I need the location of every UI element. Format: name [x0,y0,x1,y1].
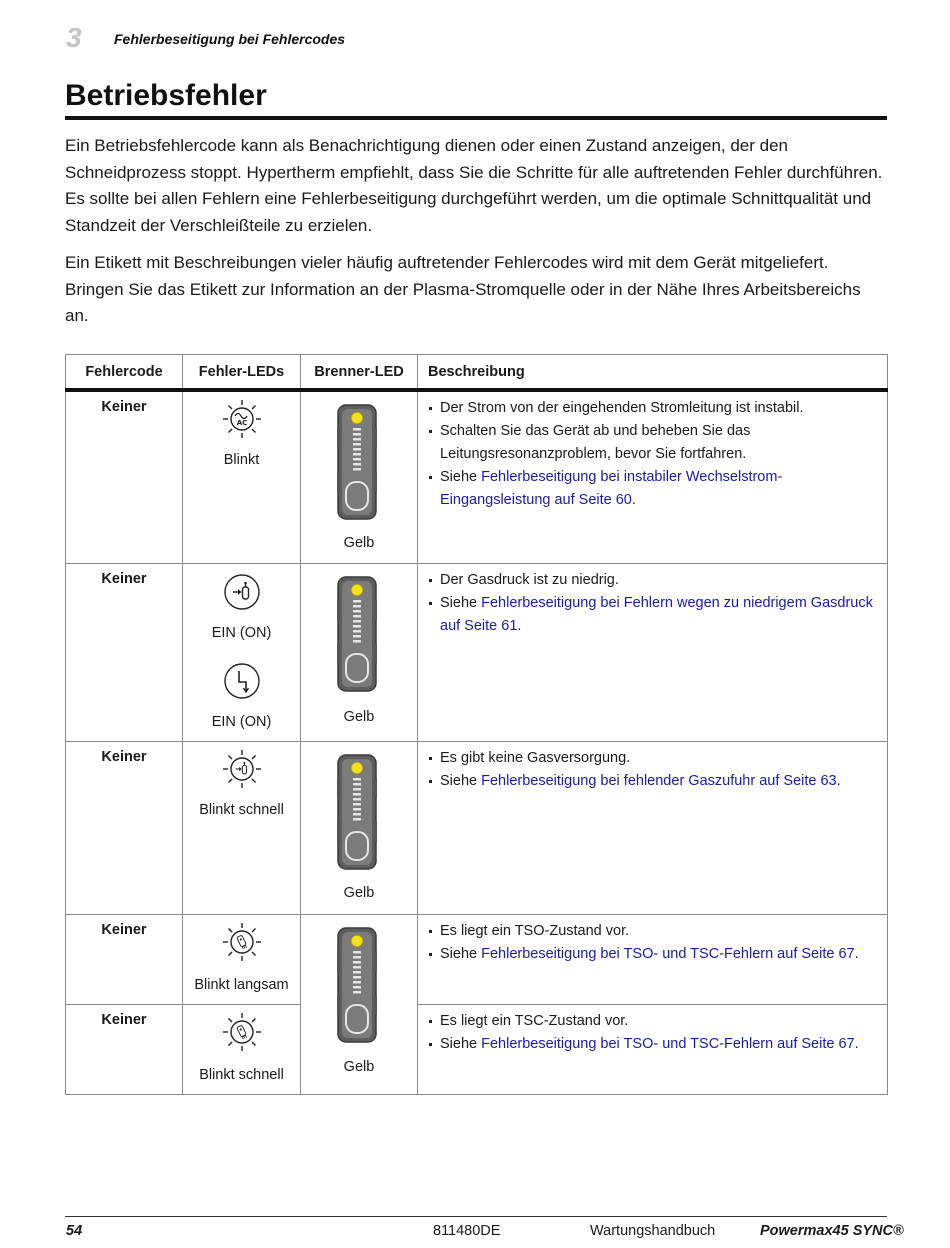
torch-led-cell [301,563,418,741]
description-bullet: Schalten Sie das Gerät ab und beheben Sie das Leitungsresonanzproblem, bevor Sie fortfahren. [428,420,877,466]
column-header-fault-leds: Fehler-LEDs [183,355,301,391]
fault-led-cell [183,390,301,563]
fault-led-cell [183,741,301,914]
torch-led-cell [301,390,418,563]
cross-reference-link[interactable]: Fehlerbeseitigung bei TSO- und TSC-Fehlern auf Seite 67 [481,1035,855,1052]
led-state-label: Blinkt schnell [199,1066,284,1083]
table-row [66,1004,888,1094]
table-row [66,914,888,1004]
cross-reference-link[interactable]: Fehlerbeseitigung bei Fehlern wegen zu niedrigem Gasdruck auf Seite 61 [440,594,873,634]
torch-led-icon [337,576,377,692]
description-bullet: Siehe Fehlerbeseitigung bei fehlender Gaszufuhr auf Seite 63. [428,770,877,793]
led-state-label: EIN (ON) [211,624,272,641]
description-bullet: Siehe Fehlerbeseitigung bei TSO- und TSC-Fehlern auf Seite 67. [428,943,877,966]
torch-led-color-label: Gelb [343,884,375,901]
footer-rule [65,1216,887,1217]
description-cell [418,563,888,741]
fault-led-cell [183,1004,301,1094]
title-rule [65,116,887,120]
torch-led-icon [337,927,377,1043]
torch-led-icon [337,754,377,870]
column-header-torch-led: Brenner-LED [301,355,418,391]
fault-led-cell [183,914,301,1004]
chapter-number: 3 [66,22,82,53]
gas-pressure-led-icon [222,572,262,612]
led-state-label: Blinkt [223,452,260,468]
error-code-cell: Keiner [66,741,183,914]
description-bullet: Der Strom von der eingehenden Stromleitung ist instabil. [428,397,877,420]
led-state-label: Blinkt schnell [199,801,284,818]
description-bullet: Siehe Fehlerbeseitigung bei instabiler Wechselstrom-Eingangsleistung auf Seite 60. [428,466,877,512]
description-cell [418,1004,888,1094]
fault-led-icon [222,661,262,701]
cross-reference-link[interactable]: Fehlerbeseitigung bei fehlender Gaszufuhr auf Seite 63 [481,772,837,789]
footer-page-number: 54 [66,1223,83,1239]
running-header [66,22,896,54]
error-code-cell: Keiner [66,390,183,563]
error-code-cell: Keiner [66,1004,183,1094]
description-cell [418,741,888,914]
column-header-error-code: Fehlercode [66,355,183,391]
torch-cap-led-icon [222,922,262,962]
gas-pressure-led-icon [222,749,262,789]
chapter-title: Fehlerbeseitigung bei Fehlercodes [114,31,346,47]
footer-manual-name: Wartungshandbuch [590,1223,716,1239]
description-bullet: Siehe Fehlerbeseitigung bei Fehlern wegen zu niedrigem Gasdruck auf Seite 61. [428,592,877,638]
led-state-label: EIN (ON) [211,713,272,730]
led-state-label: Blinkt langsam [194,976,289,993]
error-code-table [65,354,888,1095]
description-bullet: Es gibt keine Gasversorgung. [428,747,877,770]
torch-led-color-label: Gelb [343,535,375,551]
fault-led-cell [183,563,301,741]
error-code-cell: Keiner [66,914,183,1004]
torch-led-cell [301,741,418,914]
table-row [66,390,888,563]
intro-paragraph: Ein Betriebsfehlercode kann als Benachrichtigung dienen oder einen Zustand anzeigen, der den Schneidprozess stoppt. Hypertherm empfiehlt, dass Sie die Schritte für alle auftretenden Fehler durchführen. Es sollte bei allen Fehlern eine Fehlerbeseitigung durchgeführt werden, um die optimale Schnittqualität und Standzeit der Verschleißteile zu erzielen. [65,136,883,235]
torch-led-color-label: Gelb [343,708,375,725]
description-bullet: Der Gasdruck ist zu niedrig. [428,569,877,592]
svg-text:AC: AC [236,419,247,427]
footer-product-name: Powermax45 SYNC® [760,1223,904,1239]
label-paragraph: Ein Etikett mit Beschreibungen vieler häufig auftretender Fehlercodes wird mit dem Gerät mitgeliefert. Bringen Sie das Etikett zur Information an der Plasma-Stromquelle oder in der Nähe Ihres Arbeitsbereichs an. [65,253,861,325]
description-bullet: Es liegt ein TSO-Zustand vor. [428,920,877,943]
description-cell [418,390,888,563]
description-bullet: Siehe Fehlerbeseitigung bei TSO- und TSC-Fehlern auf Seite 67. [428,1033,877,1056]
torch-led-cell [301,914,418,1094]
table-header-row [66,355,888,391]
ac-power-led-icon [222,399,262,439]
description-bullet: Es liegt ein TSC-Zustand vor. [428,1010,877,1033]
column-header-description: Beschreibung [418,355,888,391]
torch-cap-led-icon [222,1012,262,1052]
cross-reference-link[interactable]: Fehlerbeseitigung bei instabiler Wechselstrom-Eingangsleistung auf Seite 60 [440,469,783,508]
footer-document-number: 811480DE [433,1223,501,1239]
page-title: Betriebsfehler [65,79,267,112]
error-code-cell: Keiner [66,563,183,741]
cross-reference-link[interactable]: Fehlerbeseitigung bei TSO- und TSC-Fehlern auf Seite 67 [481,945,855,962]
torch-led-color-label: Gelb [343,1058,375,1075]
table-row [66,741,888,914]
table-row [66,563,888,741]
torch-led-icon [337,404,377,520]
description-cell [418,914,888,1004]
